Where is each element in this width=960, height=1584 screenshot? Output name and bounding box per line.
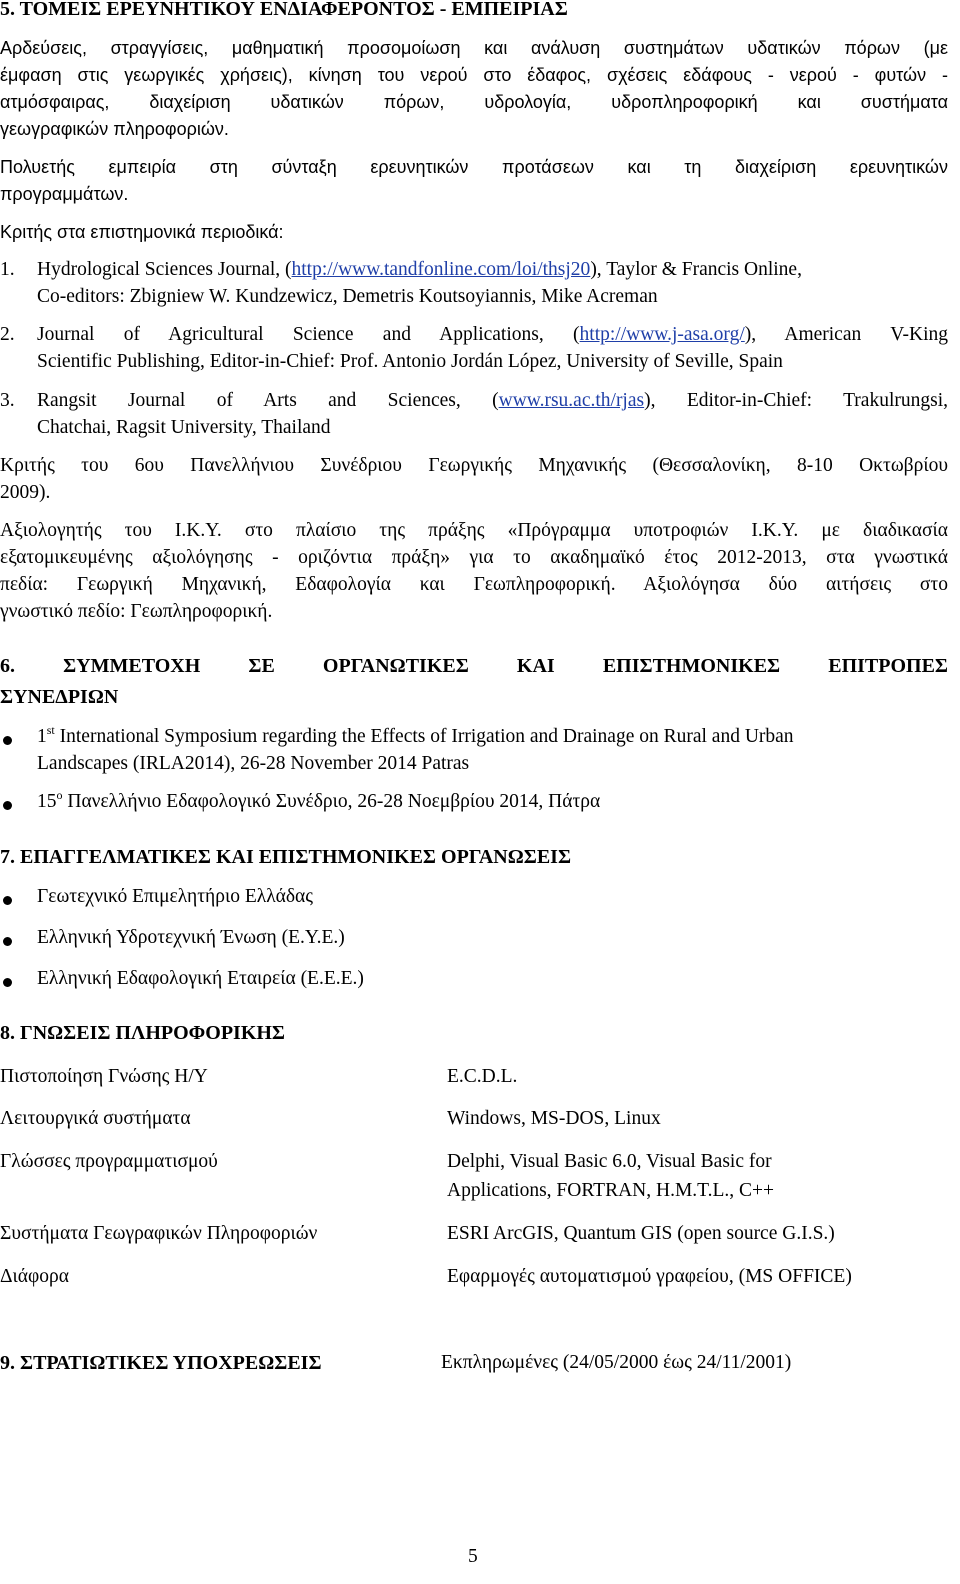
list-item-text: International Symposium regarding the Effects of Irrigation and Drainage on Rural and Urban bbox=[54, 726, 794, 747]
paragraph-line: Αξιολογητής του Ι.Κ.Υ. στο πλαίσιο της πράξης «Πρόγραμμα υποτροφιών Ι.Κ.Υ. με διαδικασία bbox=[0, 520, 948, 541]
section-5-heading: 5. ΤΟΜΕΙΣ ΕΡΕΥΝΗΤΙΚΟΥ ΕΝΔΙΑΦΕΡΟΝΤΟΣ - ΕΜΠΕΙΡΙΑΣ bbox=[0, 0, 568, 20]
skill-label: Πιστοποίηση Γνώσης Η/Υ bbox=[0, 1066, 208, 1087]
skill-value: ESRI ArcGIS, Quantum GIS (open source G.I.S.) bbox=[447, 1223, 835, 1244]
bullet-icon bbox=[3, 896, 12, 905]
page-number: 5 bbox=[468, 1546, 478, 1567]
journal-editors: Scientific Publishing, Editor-in-Chief: Prof. Antonio Jordán López, University of Seville, Spain bbox=[37, 351, 783, 372]
journal-entry bbox=[37, 259, 802, 281]
section-6-heading: 6. ΣΥΜΜΕΤΟΧΗ ΣΕ ΟΡΓΑΝΩΤΙΚΕΣ ΚΑΙ ΕΠΙΣΤΗΜΟΝΙΚΕΣ ΕΠΙΤΡΟΠΕΣ bbox=[0, 655, 948, 677]
ordinal-suffix: ο bbox=[56, 788, 63, 802]
ordinal-number: 1 bbox=[37, 726, 47, 747]
bullet-icon bbox=[3, 736, 12, 745]
section-9-heading: 9. ΣΤΡΑΤΙΩΤΙΚΕΣ ΥΠΟΧΡΕΩΣΕΙΣ bbox=[0, 1352, 322, 1374]
skill-value: Delphi, Visual Basic 6.0, Visual Basic for bbox=[447, 1151, 772, 1172]
journal-publisher: ), Taylor & Francis Online, bbox=[590, 259, 802, 280]
paragraph-line: Αρδεύσεις, στραγγίσεις, μαθηματική προσομοίωση και ανάλυση συστημάτων υδατικών πόρων (με bbox=[0, 38, 948, 58]
section-6-heading-cont: ΣΥΝΕΔΡΙΩΝ bbox=[0, 686, 119, 708]
skill-label: Συστήματα Γεωγραφικών Πληροφοριών bbox=[0, 1223, 318, 1244]
bullet-icon bbox=[3, 801, 12, 810]
list-item-text-cont: Landscapes (IRLA2014), 26-28 November 2014 Patras bbox=[37, 753, 470, 774]
journal-number: 1. bbox=[0, 259, 15, 280]
paragraph-line: Κριτής του 6ου Πανελλήνιου Συνέδριου Γεωργικής Μηχανικής (Θεσσαλονίκη, 8-10 Οκτωβρίου bbox=[0, 455, 948, 476]
skill-label: Λειτουργικά συστήματα bbox=[0, 1108, 191, 1129]
list-item: Ελληνική Εδαφολογική Εταιρεία (Ε.Ε.Ε.) bbox=[37, 968, 364, 989]
journal-number: 3. bbox=[0, 390, 15, 411]
ordinal-suffix: st bbox=[46, 723, 55, 737]
list-item bbox=[37, 723, 794, 748]
journal-number: 2. bbox=[0, 324, 15, 345]
military-status: Εκπληρωμένες (24/05/2000 έως 24/11/2001) bbox=[441, 1352, 792, 1373]
section-8-heading: 8. ΓΝΩΣΕΙΣ ΠΛΗΡΟΦΟΡΙΚΗΣ bbox=[0, 1022, 286, 1044]
paragraph-line: ατμόσφαιρας, διαχείριση υδατικών πόρων, υδρολογία, υδροπληροφορική και συστήματα bbox=[0, 92, 948, 112]
journal-link[interactable]: http://www.tandfonline.com/loi/thsj20 bbox=[291, 259, 591, 280]
journal-title: Journal of Agricultural Science and Applications, ( bbox=[37, 324, 580, 345]
skill-value: Windows, MS-DOS, Linux bbox=[447, 1108, 661, 1129]
paragraph-line: γεωγραφικών πληροφοριών. bbox=[0, 119, 229, 139]
paragraph-line: έμφαση στις γεωργικές χρήσεις), κίνηση του νερού στο έδαφος, σχέσεις εδάφους - νερού - φυτών - bbox=[0, 65, 948, 85]
journal-publisher: ), Editor-in-Chief: Trakulrungsi, bbox=[644, 390, 948, 411]
skill-value: Εφαρμογές αυτοματισμού γραφείου, (MS OFFICE) bbox=[447, 1266, 852, 1287]
bullet-icon bbox=[3, 978, 12, 987]
journal-title: Hydrological Sciences Journal, ( bbox=[37, 259, 292, 280]
paragraph-line: εξατομικευμένης αξιολόγησης - οριζόντια πράξη» για το ακαδημαϊκό έτος 2012-2013, στα γνωστικά bbox=[0, 547, 948, 568]
paragraph-line: Πολυετής εμπειρία στη σύνταξη ερευνητικών προτάσεων και τη διαχείριση ερευνητικών bbox=[0, 157, 948, 177]
journal-link[interactable]: www.rsu.ac.th/rjas bbox=[498, 390, 645, 411]
skill-label: Γλώσσες προγραμματισμού bbox=[0, 1151, 218, 1172]
journal-entry bbox=[37, 390, 948, 412]
ordinal-number: 15 bbox=[37, 791, 57, 812]
skill-value-cont: Applications, FORTRAN, H.M.T.L., C++ bbox=[447, 1180, 775, 1201]
paragraph-line: γνωστικό πεδίο: Γεωπληροφορική. bbox=[0, 601, 273, 622]
list-item-text: Πανελλήνιο Εδαφολογικό Συνέδριο, 26-28 Νοεμβρίου 2014, Πάτρα bbox=[62, 791, 601, 812]
journal-editors: Co-editors: Zbigniew W. Kundzewicz, Demetris Koutsoyiannis, Mike Acreman bbox=[37, 286, 658, 307]
skill-value: E.C.D.L. bbox=[447, 1066, 518, 1087]
list-item: Ελληνική Υδροτεχνική Ένωση (Ε.Υ.Ε.) bbox=[37, 927, 345, 948]
reviewer-label: Κριτής στα επιστημονικά περιοδικά: bbox=[0, 222, 284, 242]
section-7-heading: 7. ΕΠΑΓΓΕΛΜΑΤΙΚΕΣ ΚΑΙ ΕΠΙΣΤΗΜΟΝΙΚΕΣ ΟΡΓΑΝΩΣΕΙΣ bbox=[0, 846, 572, 868]
list-item bbox=[37, 788, 601, 813]
journal-title: Rangsit Journal of Arts and Sciences, ( bbox=[37, 390, 499, 411]
journal-publisher: ), American V-King bbox=[744, 324, 948, 345]
paragraph-line: 2009). bbox=[0, 482, 51, 503]
bullet-icon bbox=[3, 937, 12, 946]
paragraph-line: πεδία: Γεωργική Μηχανική, Εδαφολογία και Γεωπληροφορική. Αξιολόγησα δύο αιτήσεις στο bbox=[0, 574, 948, 595]
list-item: Γεωτεχνικό Επιμελητήριο Ελλάδας bbox=[37, 886, 313, 907]
journal-editors: Chatchai, Ragsit University, Thailand bbox=[37, 417, 331, 438]
skill-label: Διάφορα bbox=[0, 1266, 69, 1287]
journal-link[interactable]: http://www.j-asa.org/ bbox=[579, 324, 745, 345]
journal-entry bbox=[37, 324, 948, 346]
paragraph-line: προγραμμάτων. bbox=[0, 184, 129, 204]
